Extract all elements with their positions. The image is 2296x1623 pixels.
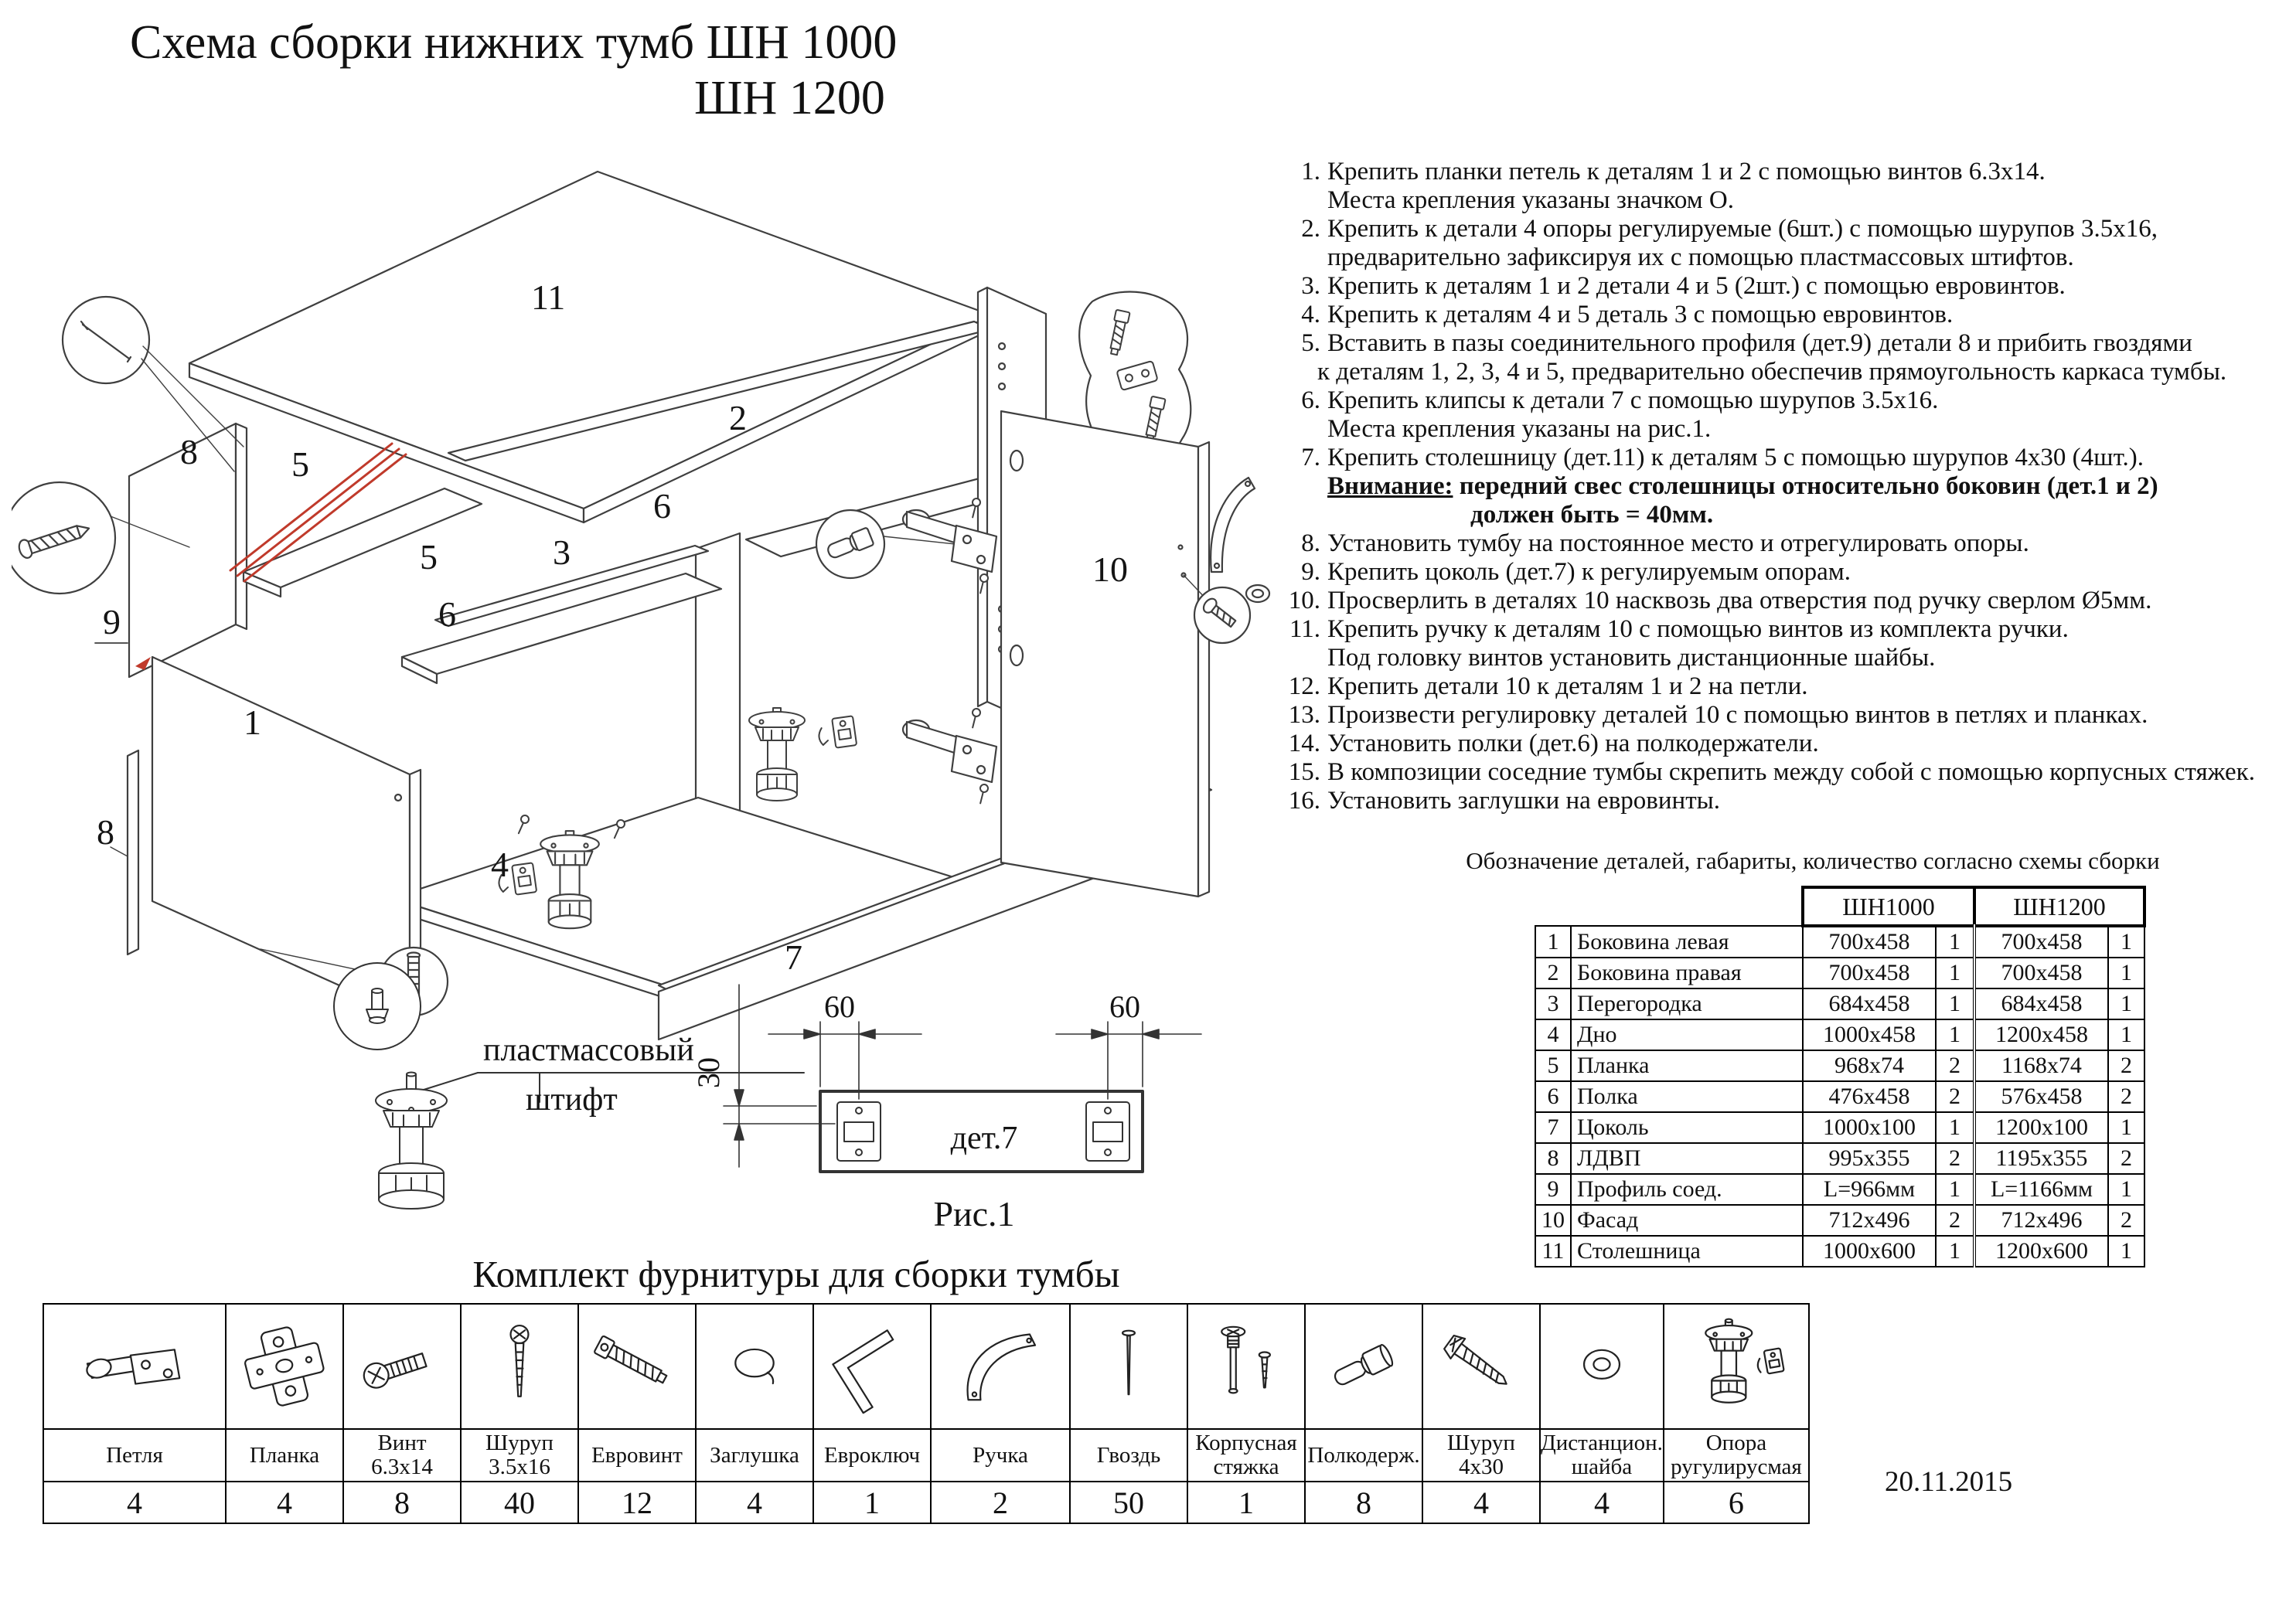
parts-table-cell: Столешница [1571, 1236, 1803, 1267]
parts-table-cell: 2 [1936, 1205, 1974, 1236]
parts-table-cell: Боковина правая [1571, 958, 1803, 988]
part-number-label: 8 [180, 432, 198, 471]
leg-icon [1664, 1304, 1809, 1429]
screw-4x30-icon [1422, 1304, 1540, 1429]
parts-table-cell: 995х355 [1803, 1143, 1936, 1174]
parts-table-cell: 1 [1936, 1174, 1974, 1205]
instruction-continuation: предварительно зафиксируя их с помощью пластмассовых штифтов. [1327, 243, 2074, 271]
instruction-text: Просверлить в деталях 10 насквозь два отверстия под ручку сверлом Ø5мм. [1327, 587, 2152, 614]
hardware-item-qty: 4 [226, 1482, 343, 1523]
parts-table-cell: L=1166мм [1974, 1174, 2108, 1205]
parts-table-row [1535, 1205, 2144, 1236]
hardware-item-qty: 12 [578, 1482, 696, 1523]
instruction-item [1277, 701, 2296, 730]
hardware-item-qty: 1 [1187, 1482, 1305, 1523]
column-header-shn1000: ШН1000 [1803, 887, 1974, 926]
parts-table-cell: 2 [1936, 1081, 1974, 1112]
parts-table-cell: 1 [2108, 926, 2144, 958]
parts-table-cell: 7 [1535, 1112, 1571, 1143]
parts-table-cell: 712х496 [1803, 1205, 1936, 1236]
document-date: 20.11.2015 [1885, 1466, 2013, 1498]
instruction-number: 6. [1301, 386, 1320, 414]
hardware-item-label: Шуруп 3.5х16 [461, 1429, 578, 1482]
instruction-text: Установить полки (дет.6) на полкодержатели. [1327, 730, 1819, 757]
hardware-item-label: Полкодерж. [1305, 1429, 1422, 1482]
parts-table-cell: 1000х458 [1803, 1019, 1936, 1050]
cap-icon [696, 1304, 813, 1429]
parts-table-cell: Планка [1571, 1050, 1803, 1081]
parts-table-cell: 1200х100 [1974, 1112, 2108, 1143]
hardware-item-label: Евроключ [813, 1429, 931, 1482]
parts-table-cell: 1168х74 [1974, 1050, 2108, 1081]
instruction-number: 8. [1301, 529, 1320, 557]
parts-table-cell: L=966мм [1803, 1174, 1936, 1205]
parts-table-row [1535, 1112, 2144, 1143]
dim-60-left: 60 [824, 989, 855, 1024]
parts-table-row [1535, 958, 2144, 988]
part-number-label: 6 [438, 594, 456, 634]
parts-table-cell: 11 [1535, 1236, 1571, 1267]
hardware-item-qty: 4 [1540, 1482, 1664, 1523]
instruction-text: Установить тумбу на постоянное место и отрегулировать опоры. [1327, 529, 2029, 557]
instruction-item [1277, 444, 2296, 529]
hardware-item-qty: 40 [461, 1482, 578, 1523]
parts-table-cell: Перегородка [1571, 988, 1803, 1019]
instruction-continuation: Места крепления указаны значком О. [1327, 186, 1734, 214]
hardware-item-qty: 2 [931, 1482, 1070, 1523]
parts-table-cell: 576х458 [1974, 1081, 2108, 1112]
screw-small-icon [461, 1304, 578, 1429]
parts-table-cell: 9 [1535, 1174, 1571, 1205]
part-number-label: 11 [531, 277, 566, 317]
hardware-item-label: Винт 6.3х14 [343, 1429, 461, 1482]
figure-caption: Рис.1 [933, 1194, 1015, 1233]
instruction-number: 2. [1301, 215, 1320, 243]
instruction-item [1277, 672, 2296, 701]
page-title: Схема сборки нижних тумб ШН 1000 [130, 16, 898, 69]
parts-table-cell: 1 [2108, 1019, 2144, 1050]
instruction-number: 9. [1301, 558, 1320, 586]
shelf-pin-icon [1305, 1304, 1422, 1429]
part-number-label: 8 [97, 812, 114, 852]
parts-table-cell: 1200х458 [1974, 1019, 2108, 1050]
instruction-item [1277, 158, 2296, 215]
parts-table-row [1535, 1081, 2144, 1112]
instruction-number: 14. [1288, 730, 1320, 757]
instruction-number: 10. [1288, 587, 1320, 614]
part-number-label: 9 [103, 602, 121, 641]
parts-table-cell: 1 [1936, 1112, 1974, 1143]
parts-table-cell: 1 [2108, 988, 2144, 1019]
instruction-continuation: к деталям 1, 2, 3, 4 и 5, предварительно обеспечив прямоугольность каркаса тумбы. [1317, 358, 2227, 386]
parts-table-cell: 2 [2108, 1205, 2144, 1236]
instruction-number: 4. [1301, 301, 1320, 328]
hardware-item-label: Евровинт [578, 1429, 696, 1482]
instruction-number: 15. [1288, 758, 1320, 786]
parts-table-cell: 8 [1535, 1143, 1571, 1174]
attention-prefix: Внимание: [1327, 472, 1453, 500]
part-number-label: 2 [729, 398, 747, 437]
parts-table-cell: 684х458 [1803, 988, 1936, 1019]
instruction-number: 12. [1288, 672, 1320, 700]
instruction-text: Произвести регулировку деталей 10 с помощью винтов в петлях и планках. [1327, 701, 2148, 729]
instruction-item [1277, 215, 2296, 272]
parts-table-row [1535, 1050, 2144, 1081]
instruction-number: 5. [1301, 329, 1320, 357]
parts-table-cell: 1 [1936, 926, 1974, 958]
hardware-item-label: Опора ругулирусмая [1664, 1429, 1809, 1482]
parts-table-cell: 2 [2108, 1143, 2144, 1174]
hardware-item-label: Дистанцион. шайба [1540, 1429, 1664, 1482]
instruction-number: 16. [1288, 787, 1320, 815]
instruction-item [1277, 301, 2296, 329]
parts-table-cell: 700х458 [1803, 958, 1936, 988]
parts-table-cell: 476х458 [1803, 1081, 1936, 1112]
plastic-pin-label-line2: штифт [526, 1082, 618, 1118]
instructions-list [1277, 158, 2296, 815]
parts-table-cell: 1000х600 [1803, 1236, 1936, 1267]
parts-table-row [1535, 1236, 2144, 1267]
parts-table-cell: Дно [1571, 1019, 1803, 1050]
instruction-text: Вставить в пазы соединительного профиля (дет.9) детали 8 и прибить гвоздями [1327, 329, 2192, 357]
hardware-item-label: Ручка [931, 1429, 1070, 1482]
part-number-label: 10 [1092, 550, 1128, 589]
part-number-label: 5 [420, 537, 438, 577]
instruction-number: 3. [1301, 272, 1320, 300]
hardware-item-qty: 4 [43, 1482, 226, 1523]
hardware-item-qty: 6 [1664, 1482, 1809, 1523]
instruction-text: Крепить к деталям 1 и 2 детали 4 и 5 (2шт.) с помощью евровинтов. [1327, 272, 2066, 300]
parts-table-cell: 5 [1535, 1050, 1571, 1081]
parts-table-header [1535, 887, 2144, 926]
det7-label: дет.7 [950, 1121, 1018, 1156]
parts-table-row [1535, 1019, 2144, 1050]
hardware-item-label: Шуруп 4х30 [1422, 1429, 1540, 1482]
parts-table-cell: 2 [2108, 1050, 2144, 1081]
parts-table-cell: 1 [1535, 926, 1571, 958]
parts-table-cell: 1 [2108, 1236, 2144, 1267]
column-header-shn1200: ШН1200 [1974, 887, 2144, 926]
parts-table-row [1535, 1174, 2144, 1205]
parts-table-cell: 700х458 [1974, 958, 2108, 988]
dim-30: 30 [691, 1057, 726, 1088]
cam-bolt-icon [1187, 1304, 1305, 1429]
plate-icon [226, 1304, 343, 1429]
part-number-label: 6 [653, 486, 671, 526]
instruction-text: Установить заглушки на евровинты. [1327, 787, 1721, 815]
plastic-pin-label-line1: пластмассовый [483, 1033, 694, 1068]
plinth-figure [294, 951, 1291, 1260]
instruction-continuation: Внимание: передний свес столешницы относительно боковин (дет.1 и 2) [1327, 472, 2158, 500]
instruction-item [1277, 787, 2296, 815]
parts-table-cell: 2 [1936, 1050, 1974, 1081]
parts-table-row [1535, 926, 2144, 958]
hardware-item-label: Гвоздь [1070, 1429, 1187, 1482]
euroscrew-icon [578, 1304, 696, 1429]
instruction-text: Крепить столешницу (дет.11) к деталям 5 с помощью шурупов 4х30 (4шт.). [1327, 444, 2144, 471]
instruction-item [1277, 529, 2296, 558]
parts-table-cell: Цоколь [1571, 1112, 1803, 1143]
hinge-icon [43, 1304, 226, 1429]
instruction-item [1277, 329, 2296, 386]
nail-icon [1070, 1304, 1187, 1429]
instruction-item [1277, 587, 2296, 615]
parts-table [1535, 886, 2146, 1267]
parts-table-cell: 968х74 [1803, 1050, 1936, 1081]
parts-table-cell: 700х458 [1974, 926, 2108, 958]
handle-icon [931, 1304, 1070, 1429]
parts-table-cell: Профиль соед. [1571, 1174, 1803, 1205]
instruction-text: Крепить цоколь (дет.7) к регулируемым опорам. [1327, 558, 1851, 586]
hardware-item-qty: 8 [1305, 1482, 1422, 1523]
washer-icon [1540, 1304, 1664, 1429]
screw-short-icon [343, 1304, 461, 1429]
hexkey-icon [813, 1304, 931, 1429]
parts-table-cell: 684х458 [1974, 988, 2108, 1019]
parts-table-caption: Обозначение деталей, габариты, количество согласно схемы сборки [1466, 847, 2160, 874]
instruction-item [1277, 730, 2296, 758]
parts-table-cell: 700х458 [1803, 926, 1936, 958]
instruction-continuation: Под головку винтов установить дистанционные шайбы. [1327, 644, 1936, 672]
hardware-item-qty: 8 [343, 1482, 461, 1523]
part-number-label: 5 [291, 444, 309, 484]
instruction-text: Крепить детали 10 к деталям 1 и 2 на петли. [1327, 672, 1808, 700]
parts-table-row [1535, 988, 2144, 1019]
parts-table-cell: 10 [1535, 1205, 1571, 1236]
instruction-continuation: Места крепления указаны на рис.1. [1327, 415, 1712, 443]
instruction-number: 13. [1288, 701, 1320, 729]
parts-table-cell: 4 [1535, 1019, 1571, 1050]
instruction-item [1277, 758, 2296, 787]
instruction-number: 11. [1289, 615, 1320, 643]
hardware-kit-table [43, 1303, 1810, 1524]
instruction-item [1277, 558, 2296, 587]
hardware-item-label: Корпусная стяжка [1187, 1429, 1305, 1482]
hardware-item-label: Планка [226, 1429, 343, 1482]
instruction-number: 7. [1301, 444, 1320, 471]
hardware-item-label: Заглушка [696, 1429, 813, 1482]
parts-table-cell: 3 [1535, 988, 1571, 1019]
parts-table-cell: 2 [2108, 1081, 2144, 1112]
hardware-item-qty: 4 [1422, 1482, 1540, 1523]
parts-table-cell: 1 [1936, 958, 1974, 988]
instruction-item [1277, 615, 2296, 672]
hardware-item-label: Петля [43, 1429, 226, 1482]
part-number-label: 3 [553, 532, 571, 572]
parts-table-cell: 1 [1936, 988, 1974, 1019]
parts-table-cell: 1195х355 [1974, 1143, 2108, 1174]
parts-table-cell: 6 [1535, 1081, 1571, 1112]
part-number-label: 7 [785, 937, 802, 977]
parts-table-cell: 2 [1936, 1143, 1974, 1174]
hardware-item-qty: 4 [696, 1482, 813, 1523]
parts-table-cell: Фасад [1571, 1205, 1803, 1236]
parts-table-cell: 1 [1936, 1236, 1974, 1267]
exploded-view-diagram [12, 114, 1279, 1053]
instruction-continuation: должен быть = 40мм. [1470, 501, 1714, 529]
parts-table-cell: Боковина левая [1571, 926, 1803, 958]
instruction-item [1277, 386, 2296, 444]
parts-table-cell: 2 [1535, 958, 1571, 988]
parts-table-cell: 712х496 [1974, 1205, 2108, 1236]
hardware-item-qty: 1 [813, 1482, 931, 1523]
part-number-label: 1 [244, 703, 261, 742]
parts-table-cell: 1 [2108, 1174, 2144, 1205]
parts-table-cell: 1 [2108, 958, 2144, 988]
instruction-item [1277, 272, 2296, 301]
parts-table-row [1535, 1143, 2144, 1174]
instruction-number: 1. [1301, 158, 1320, 185]
instruction-text: В композиции соседние тумбы скрепить между собой с помощью корпусных стяжек. [1327, 758, 2255, 786]
parts-table-cell: 1000х100 [1803, 1112, 1936, 1143]
parts-table-cell: 1 [2108, 1112, 2144, 1143]
instruction-text: Крепить к деталям 4 и 5 деталь 3 с помощью евровинтов. [1327, 301, 1954, 328]
instruction-text: Крепить ручку к деталям 10 с помощью винтов из комплекта ручки. [1327, 615, 2069, 643]
part-number-label: 4 [491, 845, 509, 884]
instruction-text: Крепить планки петель к деталям 1 и 2 с помощью винтов 6.3х14. [1327, 158, 2046, 185]
instruction-text: Крепить клипсы к детали 7 с помощью шурупов 3.5х16. [1327, 386, 1939, 414]
parts-table-cell: 1 [1936, 1019, 1974, 1050]
hardware-item-qty: 50 [1070, 1482, 1187, 1523]
parts-table-cell: 1200х600 [1974, 1236, 2108, 1267]
parts-table-cell: ЛДВП [1571, 1143, 1803, 1174]
page-title-line2: ШН 1200 [694, 72, 885, 124]
instruction-text: Крепить к детали 4 опоры регулируемые (6шт.) с помощью шурупов 3.5х16, [1327, 215, 2158, 243]
parts-table-cell: Полка [1571, 1081, 1803, 1112]
hardware-kit-title: Комплект фурнитуры для сборки тумбы [472, 1253, 1120, 1295]
dim-60-right: 60 [1109, 989, 1140, 1024]
